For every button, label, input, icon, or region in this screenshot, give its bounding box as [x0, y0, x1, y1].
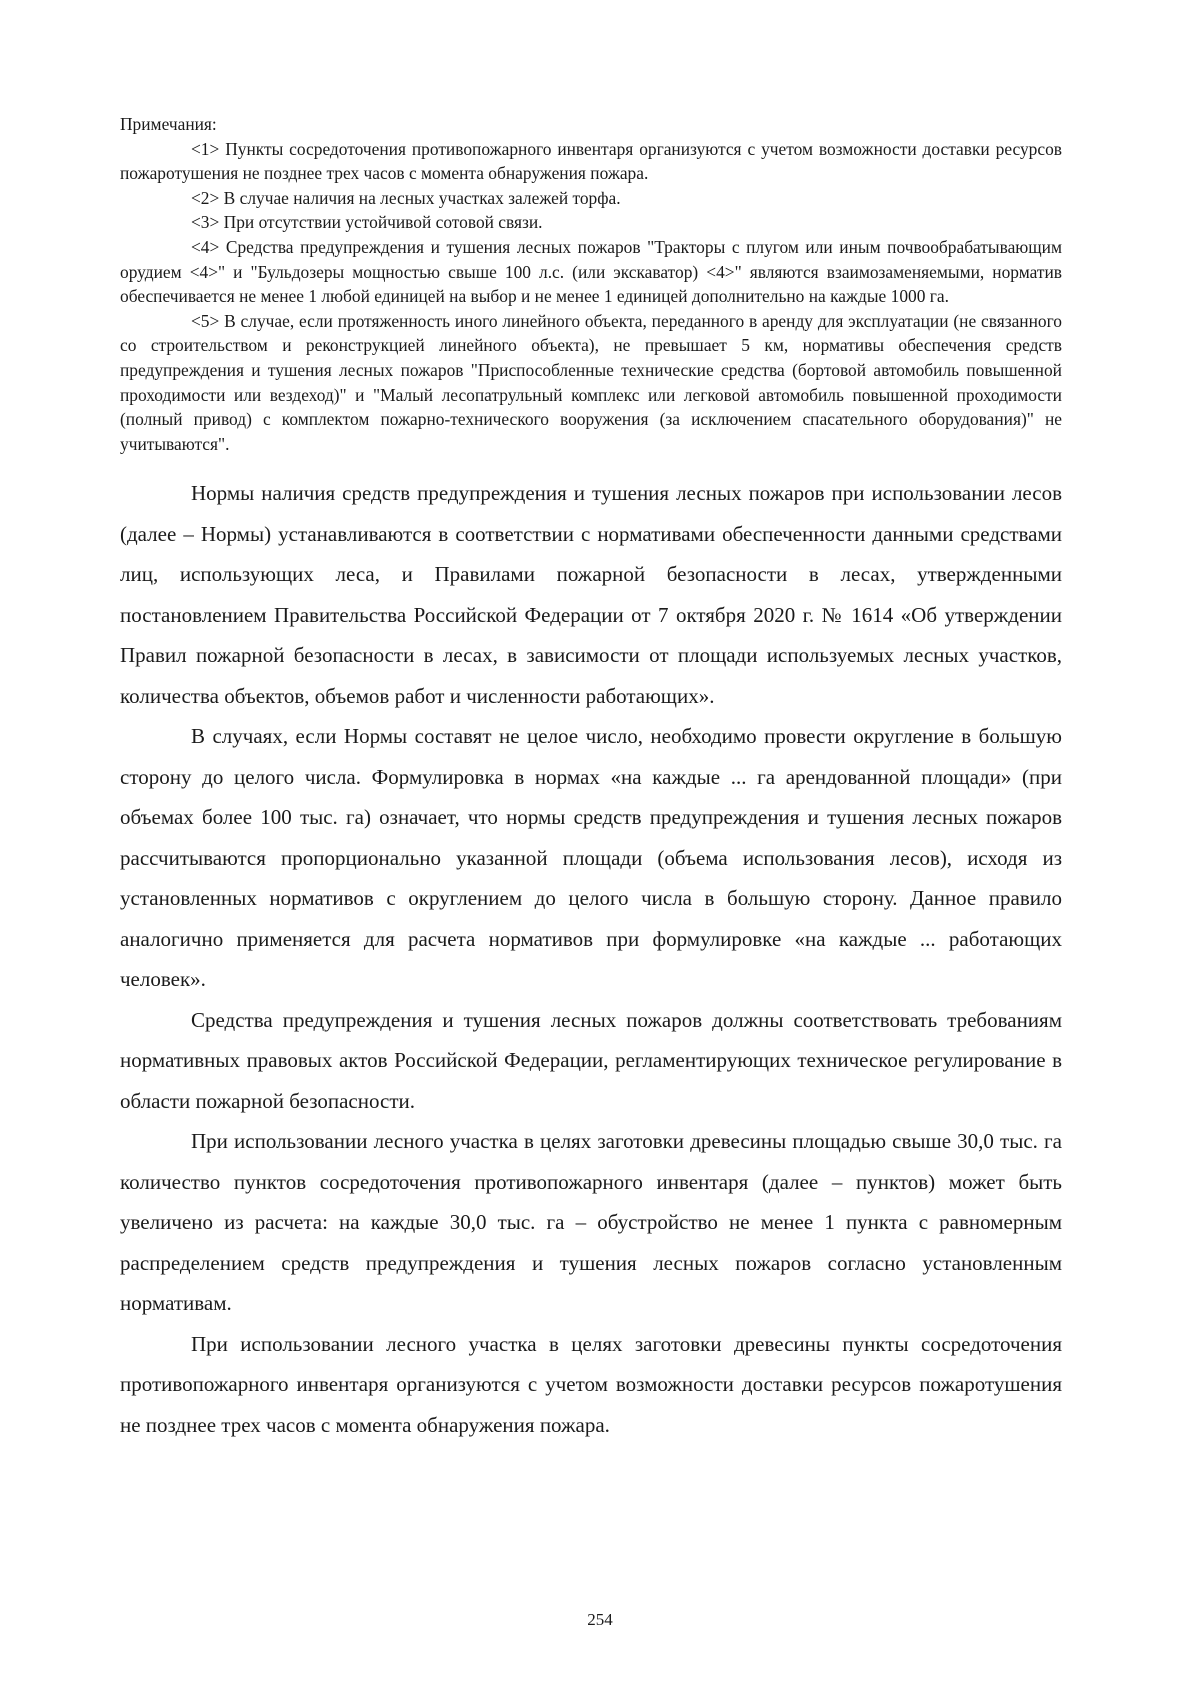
notes-title: Примечания:: [120, 114, 217, 134]
note-item-2: <2> В случае наличия на лесных участках залежей торфа.: [191, 187, 621, 208]
notes-section: [120, 112, 1062, 456]
document-page: [120, 112, 1062, 1445]
paragraph-norms-definition: Нормы наличия средств предупреждения и тушения лесных пожаров при использовании лесов (далее – Нормы) устанавливаются в соответствии с нормативами обеспеченности данными средствами лиц, использующих леса, и Правилами пожарной безопасности в лесах, утвержденными постановлением Правительства Российской Федерации от 7 октября 2020 г. № 1614 «Об утверждении Правил пожарной безопасности в лесах, в зависимости от площади используемых лесных участков, количества объектов, объемов работ и численности работающих».: [120, 481, 1062, 708]
page-number: 254: [587, 1610, 613, 1629]
paragraph-requirements: Средства предупреждения и тушения лесных пожаров должны соответствовать требованиям нормативных правовых актов Российской Федерации, регламентирующих техническое регулирование в области пожарной безопасности.: [120, 1007, 1062, 1113]
note-item-4: <4> Средства предупреждения и тушения лесных пожаров "Тракторы с плугом или иным почвообрабатывающим орудием <4>" и "Бульдозеры мощностью свыше 100 л.с. (или экскаватор) <4>" являются взаимозаменяемыми, норматив обеспечивается не менее 1 любой единицей на выбор и не менее 1 единицей дополнительно на каждые 1000 га.: [120, 236, 1062, 307]
note-item-5: <5> В случае, если протяженность иного линейного объекта, переданного в аренду для эксплуатации (не связанного со строительством и реконструкцией линейного объекта), не превышает 5 км, нормативы обеспечения средств предупреждения и тушения лесных пожаров "Приспособленные технические средства (бортовой автомобиль повышенной проходимости или вездеход)" и "Малый лесопатрульный комплекс или легковой автомобиль повышенной проходимости (полный привод) с комплектом пожарно-технического вооружения (за исключением спасательного оборудования)" не учитываются".: [120, 310, 1062, 454]
paragraph-points-organization: При использовании лесного участка в целях заготовки древесины пункты сосредоточения противопожарного инвентаря организуются с учетом возможности доставки ресурсов пожаротушения не позднее трех часов с момента обнаружения пожара.: [120, 1331, 1062, 1437]
paragraph-points-count: При использовании лесного участка в целях заготовки древесины площадью свыше 30,0 тыс. га количество пунктов сосредоточения противопожарного инвентаря (далее – пунктов) может быть увеличено из расчета: на каждые 30,0 тыс. га – обустройство не менее 1 пункта с равномерным распределением средств предупреждения и тушения лесных пожаров согласно установленным нормативам.: [120, 1129, 1062, 1316]
body-text: [120, 473, 1062, 1445]
note-item-1: <1> Пункты сосредоточения противопожарного инвентаря организуются с учетом возможности доставки ресурсов пожаротушения не позднее трех часов с момента обнаружения пожара.: [120, 138, 1062, 184]
paragraph-rounding-rule: В случаях, если Нормы составят не целое число, необходимо провести округление в большую сторону до целого числа. Формулировка в нормах «на каждые ... га арендованной площади» (при объемах более 100 тыс. га) означает, что нормы средств предупреждения и тушения лесных пожаров рассчитываются пропорционально указанной площади (объема использования лесов), исходя из установленных нормативов с округлением до целого числа в большую сторону. Данное правило аналогично применяется для расчета нормативов при формулировке «на каждые ... работающих человек».: [120, 724, 1062, 992]
note-item-3: <3> При отсутствии устойчивой сотовой связи.: [191, 212, 543, 233]
